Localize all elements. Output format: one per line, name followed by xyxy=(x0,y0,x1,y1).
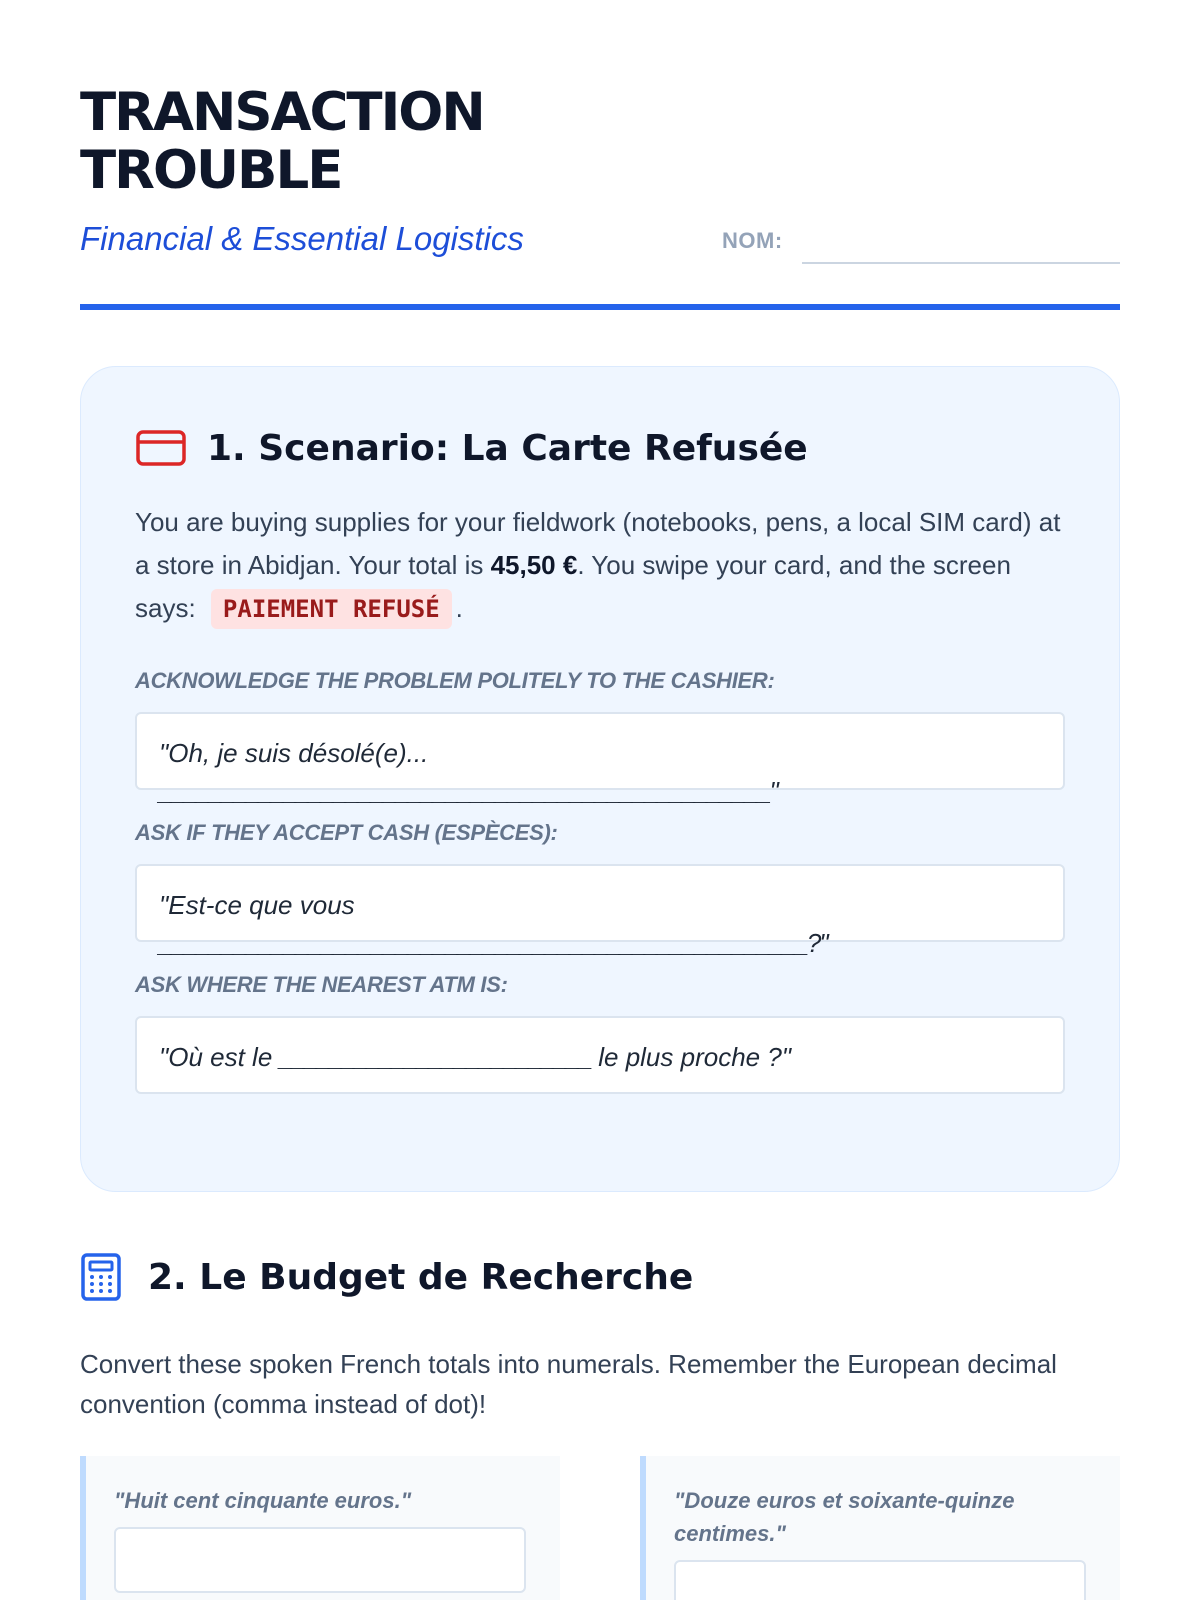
scenario-text xyxy=(135,501,1065,630)
spoken-total: "Douze euros et soixante-quinze centimes." xyxy=(674,1488,1015,1546)
scenario-card xyxy=(80,366,1120,1192)
section-2-heading xyxy=(80,1252,1120,1302)
intro-end: . xyxy=(455,593,463,623)
answer-start: "Est-ce que vous xyxy=(159,890,355,920)
name-field[interactable] xyxy=(722,214,1120,264)
title-line-1: TRANSACTION xyxy=(80,82,484,143)
answer-line xyxy=(159,1042,791,1073)
calculator-icon xyxy=(80,1252,122,1302)
answer-blank[interactable]: _________________________ xyxy=(279,1042,592,1072)
answer-start: "Oh, je suis désolé(e)... xyxy=(159,738,429,768)
page-title xyxy=(80,84,600,200)
intro-part-2: . You swipe your card, and the screen says: xyxy=(135,550,1011,623)
total-amount: 45,50 € xyxy=(490,550,578,580)
answer-box[interactable] xyxy=(135,864,1065,958)
payment-refused-badge: PAIEMENT REFUSÉ xyxy=(211,589,452,629)
spoken-total: "Huit cent cinquante euros." xyxy=(114,1488,412,1513)
section-2-title: 2. Le Budget de Recherche xyxy=(148,1256,694,1298)
answer-box[interactable] xyxy=(135,712,1065,806)
intro-part-1: You are buying supplies for your fieldwork (notebooks, pens, a local SIM card) at a store in Abidjan. Your total is xyxy=(135,507,1061,580)
section-1-heading xyxy=(135,423,1065,473)
numeral-input[interactable] xyxy=(114,1527,526,1593)
answer-before: "Où est le xyxy=(159,1042,280,1072)
answer-blank[interactable]: ____________________________________________________?" xyxy=(159,928,827,958)
name-line[interactable] xyxy=(802,262,1120,264)
prompt-label: ASK WHERE THE NEAREST ATM IS: xyxy=(135,972,508,997)
answer-blank[interactable]: _________________________________________________" xyxy=(159,776,777,806)
section-2-instructions: Convert these spoken French totals into numerals. Remember the European decimal convention (comma instead of dot)! xyxy=(80,1349,1057,1419)
conversion-items xyxy=(80,1456,1120,1600)
prompt-label: ASK IF THEY ACCEPT CASH (ESPÈCES): xyxy=(135,820,558,845)
section-1-title: 1. Scenario: La Carte Refusée xyxy=(207,427,808,469)
budget-section xyxy=(80,1252,1120,1600)
prompt-label: ACKNOWLEDGE THE PROBLEM POLITELY TO THE CASHIER: xyxy=(135,668,775,693)
answer-box[interactable] xyxy=(135,1016,1065,1094)
worksheet-header xyxy=(80,84,1120,310)
conversion-item xyxy=(640,1456,1120,1600)
title-line-2: TROUBLE xyxy=(80,140,342,201)
numeral-input[interactable] xyxy=(674,1560,1086,1600)
credit-card-icon xyxy=(135,428,187,468)
name-label: NOM: xyxy=(722,228,783,253)
answer-after: le plus proche ?" xyxy=(591,1042,792,1072)
page-subtitle: Financial & Essential Logistics xyxy=(80,220,524,257)
conversion-item xyxy=(80,1456,560,1600)
